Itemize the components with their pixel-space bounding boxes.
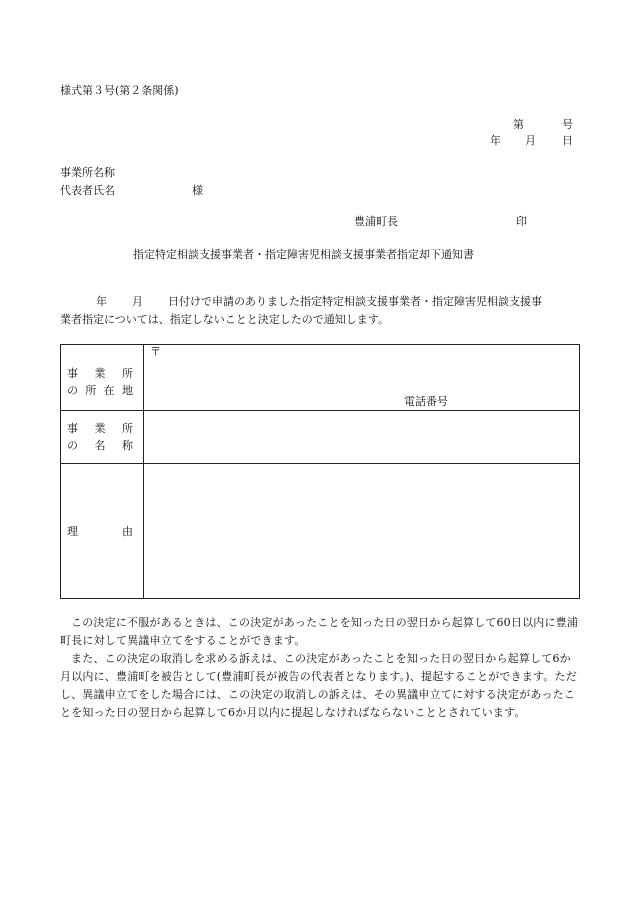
location-label bbox=[61, 345, 144, 411]
date-day: 日 bbox=[562, 134, 573, 147]
name-label-char: 事 bbox=[67, 422, 78, 435]
intro-month: 月 bbox=[132, 295, 143, 308]
intro-line2: 業者指定については、指定しないことと決定したので通知します。 bbox=[60, 313, 389, 326]
location-label-char: 在 bbox=[103, 383, 115, 397]
honorific-sama: 様 bbox=[192, 184, 203, 197]
location-field[interactable] bbox=[144, 345, 580, 411]
name-label-char: 称 bbox=[122, 439, 133, 452]
location-label-char: の bbox=[67, 383, 78, 397]
name-label-char: 業 bbox=[94, 422, 106, 435]
phone-label: 電話番号 bbox=[404, 395, 448, 408]
name-label-char: 名 bbox=[94, 439, 106, 452]
document-title: 指定特定相談支援事業者・指定障害児相談支援事業者指定却下通知書 bbox=[133, 248, 474, 261]
reason-label-char: 由 bbox=[122, 524, 133, 538]
name-label-char: の bbox=[67, 439, 78, 452]
name-label-char: 所 bbox=[122, 422, 133, 435]
office-name-field[interactable] bbox=[144, 411, 580, 464]
info-table bbox=[60, 344, 580, 599]
seal-mark: 印 bbox=[516, 215, 527, 228]
reason-label-char: 理 bbox=[67, 524, 78, 538]
intro-line1-rest: 日付けで申請のありました指定特定相談支援事業者・指定障害児相談支援事 bbox=[168, 295, 542, 308]
location-label-char: 地 bbox=[121, 383, 133, 397]
notice-paragraph-1: この決定に不服があるときは、この決定があったことを知った日の翌日から起算して60日以内に豊浦町長に対して異議申立てをすることができます。 bbox=[60, 616, 579, 647]
date-year: 年 bbox=[490, 134, 501, 147]
location-row bbox=[61, 345, 580, 411]
doc-no-go: 号 bbox=[562, 118, 573, 131]
notice-paragraph-2: また、この決定の取消しを求める訴えは、この決定があったことを知った日の翌日から起算して6か月以内に、豊浦町を被告として(豊浦町長が被告の代表者となります。)、提起することができます。ただし、異議申立てをした場合には、この決定の取消しの訴えは、その異議申立てに対する決定があったことを知った日の翌日から起算して6か月以内に提起しなければならないこととされています。 bbox=[60, 652, 577, 719]
postal-mark: 〒 bbox=[150, 345, 161, 358]
intro-year: 年 bbox=[96, 295, 107, 308]
name-row bbox=[61, 411, 580, 464]
location-label-char: 事 bbox=[67, 366, 78, 380]
location-label-char: 所 bbox=[85, 383, 97, 397]
location-label-char: 所 bbox=[122, 366, 133, 380]
doc-no-dai: 第 bbox=[513, 118, 524, 131]
form-number: 様式第３号(第２条関係) bbox=[60, 84, 179, 97]
reason-field[interactable] bbox=[144, 464, 580, 599]
location-label-char: 業 bbox=[94, 366, 106, 380]
issuer-name: 豊浦町長 bbox=[354, 215, 398, 228]
representative-name-label: 代表者氏名 bbox=[60, 184, 115, 197]
office-name-label: 事業所名称 bbox=[60, 166, 115, 179]
office-name-cell-label bbox=[61, 411, 144, 464]
reason-label bbox=[61, 464, 144, 599]
date-month: 月 bbox=[525, 134, 536, 147]
reason-row bbox=[61, 464, 580, 599]
